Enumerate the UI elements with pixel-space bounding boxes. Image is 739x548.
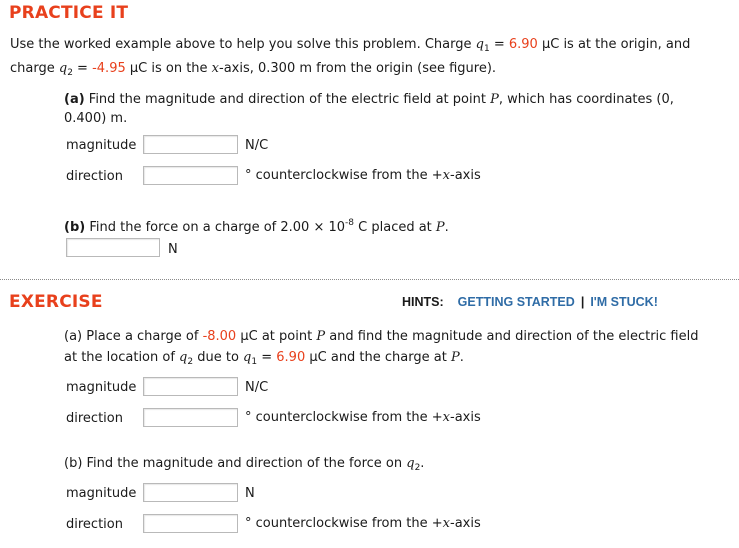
- exercise-b-direction-unit: ° counterclockwise from the +x-axis: [245, 516, 481, 531]
- exercise-b-magnitude-label: magnitude: [66, 486, 137, 501]
- practice-heading: PRACTICE IT: [9, 3, 129, 23]
- q1-value: 6.90: [508, 37, 538, 52]
- exercise-part-b-text: (b) Find the magnitude and direction of the force on $q_2$.: [64, 456, 425, 473]
- practice-b-force-unit: N: [168, 242, 178, 257]
- practice-part-a-line-2: 0.400) m.: [64, 111, 128, 126]
- exercise-a-magnitude-label: magnitude: [66, 380, 137, 395]
- practice-intro-line-2: charge $q_2 = -4.95$ μC is on the x-axis, 0.300 m from the origin (see figure).: [10, 61, 497, 78]
- exercise-part-a-line-1: (a) Place a charge of -8.00 μC at point P and find the magnitude and direction of the electric field: [64, 329, 699, 344]
- practice-a-magnitude-unit: N/C: [245, 138, 269, 153]
- hints-label: HINTS:: [402, 295, 444, 309]
- exercise-a-direction-unit: ° counterclockwise from the +x-axis: [245, 410, 481, 425]
- exercise-b-direction-label: direction: [66, 517, 123, 532]
- hint-im-stuck-link[interactable]: I'M STUCK!: [590, 295, 658, 309]
- exercise-a-magnitude-input[interactable]: [143, 377, 238, 396]
- exercise-q1-value: 6.90: [276, 350, 306, 365]
- practice-a-magnitude-input[interactable]: [143, 135, 238, 154]
- exercise-part-a-line-2: at the location of $q_2$ due to $q_1 = 6.90$ μC and the charge at P.: [64, 350, 464, 367]
- practice-a-direction-unit: ° counterclockwise from the +x-axis: [245, 168, 481, 183]
- practice-a-direction-label: direction: [66, 169, 123, 184]
- practice-a-direction-input[interactable]: [143, 166, 238, 185]
- practice-part-a-line-1: (a) Find the magnitude and direction of the electric field at point P, which has coordinates (0,: [64, 92, 674, 107]
- practice-b-force-input[interactable]: [66, 238, 160, 257]
- exercise-a-direction-label: direction: [66, 411, 123, 426]
- practice-part-b-text: (b) Find the force on a charge of $2.00 \times 10^{-8}$ C placed at P.: [64, 218, 449, 235]
- hint-getting-started-link[interactable]: GETTING STARTED: [457, 295, 575, 309]
- practice-intro-line-1: Use the worked example above to help you solve this problem. Charge $q_1 = 6.90$ μC is at the origin, and: [10, 37, 691, 54]
- q2-value: -4.95: [92, 61, 126, 76]
- exercise-charge-value: -8.00: [202, 329, 237, 344]
- exercise-b-magnitude-unit: N: [245, 486, 255, 501]
- exercise-heading: EXERCISE: [9, 292, 103, 312]
- exercise-a-magnitude-unit: N/C: [245, 380, 269, 395]
- practice-a-magnitude-label: magnitude: [66, 138, 137, 153]
- hints-bar: HINTS: GETTING STARTED | I'M STUCK!: [402, 295, 658, 309]
- exercise-b-direction-input[interactable]: [143, 514, 238, 533]
- exercise-a-direction-input[interactable]: [143, 408, 238, 427]
- exercise-b-magnitude-input[interactable]: [143, 483, 238, 502]
- section-divider: [0, 279, 739, 280]
